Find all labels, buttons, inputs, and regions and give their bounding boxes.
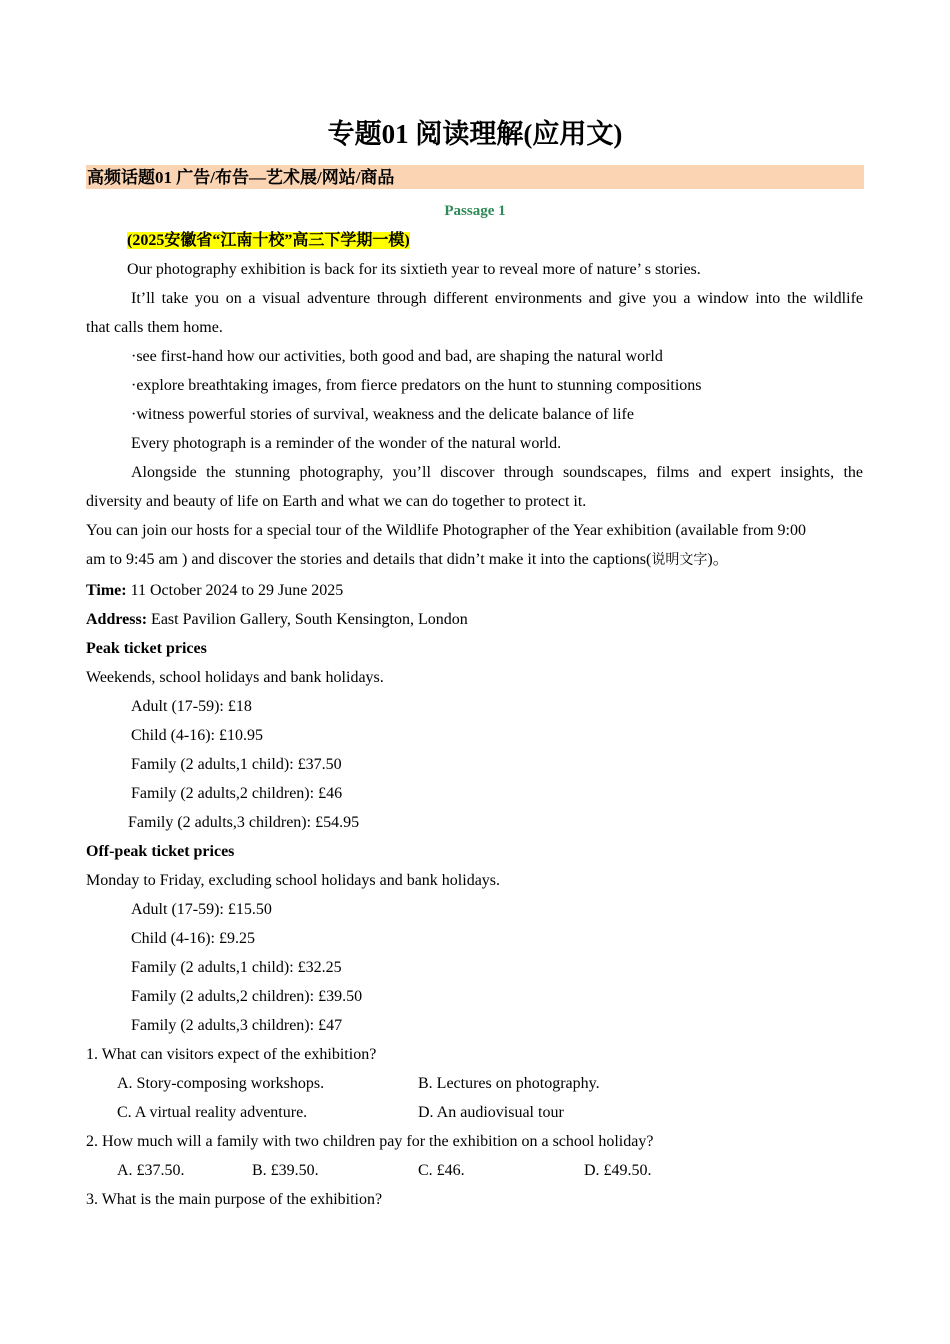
option-a: A. Story-composing workshops. bbox=[117, 1075, 325, 1092]
question-3: 3. What is the main purpose of the exhibition? bbox=[86, 1191, 383, 1208]
question-1-options-row-2 bbox=[117, 1102, 817, 1124]
paragraph-2-line-1: It’ll take you on a visual adventure through different environments and give you a window into the wildlife bbox=[131, 290, 863, 307]
offpeak-price: Family (2 adults,1 child): £32.25 bbox=[131, 959, 342, 976]
bullet-item: ·witness powerful stories of survival, weakness and the delicate balance of life bbox=[131, 406, 634, 423]
peak-heading: Peak ticket prices bbox=[86, 640, 207, 657]
reminder-paragraph: Every photograph is a reminder of the wonder of the natural world. bbox=[131, 435, 562, 452]
time-line bbox=[86, 580, 343, 602]
peak-price: Family (2 adults,1 child): £37.50 bbox=[131, 756, 342, 773]
question-2: 2. How much will a family with two children pay for the exhibition on a school holiday? bbox=[86, 1133, 654, 1150]
offpeak-price: Child (4-16): £9.25 bbox=[131, 930, 255, 947]
paragraph-alongside-line-2: diversity and beauty of life on Earth and what we can do together to protect it. bbox=[86, 493, 587, 510]
tour-tail: )。 bbox=[707, 551, 729, 568]
peak-description: Weekends, school holidays and bank holidays. bbox=[86, 669, 384, 686]
option-b: B. £39.50. bbox=[252, 1162, 319, 1179]
option-b: B. Lectures on photography. bbox=[418, 1075, 600, 1092]
time-value: 11 October 2024 to 29 June 2025 bbox=[130, 582, 344, 599]
offpeak-price: Family (2 adults,2 children): £39.50 bbox=[131, 988, 363, 1005]
tour-text: am to 9:45 am ) and discover the stories and details that didn’t make it into the captions( bbox=[86, 551, 652, 568]
section-heading: 高频话题01 广告/布告—艺术展/网站/商品 bbox=[86, 165, 864, 189]
peak-price: Family (2 adults,3 children): £54.95 bbox=[128, 814, 360, 831]
address-label: Address: bbox=[86, 611, 148, 628]
paragraph-2-line-2: that calls them home. bbox=[86, 319, 223, 336]
source-highlight: (2025安徽省“江南十校”高三下学期一模) bbox=[127, 232, 410, 249]
offpeak-heading: Off-peak ticket prices bbox=[86, 843, 235, 860]
paragraph-alongside-line-1: Alongside the stunning photography, you’ll discover through soundscapes, films and expert insights, the bbox=[131, 464, 863, 481]
source-line bbox=[127, 230, 410, 252]
tour-paragraph-line-1: You can join our hosts for a special tour of the Wildlife Photographer of the Year exhibition (available from 9:00 bbox=[86, 522, 806, 539]
option-c: C. A virtual reality adventure. bbox=[117, 1104, 308, 1121]
option-d: D. £49.50. bbox=[584, 1162, 652, 1179]
page-title: 专题01 阅读理解(应用文) bbox=[327, 119, 623, 149]
option-c: C. £46. bbox=[418, 1162, 465, 1179]
peak-price: Child (4-16): £10.95 bbox=[131, 727, 263, 744]
question-1: 1. What can visitors expect of the exhibition? bbox=[86, 1046, 377, 1063]
option-d: D. An audiovisual tour bbox=[418, 1104, 564, 1121]
captions-note: 说明文字 bbox=[651, 552, 708, 568]
bullet-item: ·see first-hand how our activities, both good and bad, are shaping the natural world bbox=[131, 348, 663, 365]
intro-paragraph: Our photography exhibition is back for its sixtieth year to reveal more of nature’ s stories. bbox=[127, 261, 701, 278]
peak-price: Family (2 adults,2 children): £46 bbox=[131, 785, 343, 802]
tour-paragraph-line-2 bbox=[86, 549, 729, 571]
passage-label: Passage 1 bbox=[444, 203, 506, 219]
address-value: East Pavilion Gallery, South Kensington, London bbox=[151, 611, 468, 628]
peak-price: Adult (17-59): £18 bbox=[131, 698, 252, 715]
question-2-options bbox=[117, 1160, 817, 1182]
bullet-item: ·explore breathtaking images, from fierce predators on the hunt to stunning compositions bbox=[131, 377, 702, 394]
address-line bbox=[86, 609, 468, 631]
question-1-options-row-1 bbox=[117, 1073, 817, 1095]
offpeak-price: Adult (17-59): £15.50 bbox=[131, 901, 272, 918]
time-label: Time: bbox=[86, 582, 127, 599]
offpeak-description: Monday to Friday, excluding school holidays and bank holidays. bbox=[86, 872, 501, 889]
option-a: A. £37.50. bbox=[117, 1162, 185, 1179]
offpeak-price: Family (2 adults,3 children): £47 bbox=[131, 1017, 343, 1034]
